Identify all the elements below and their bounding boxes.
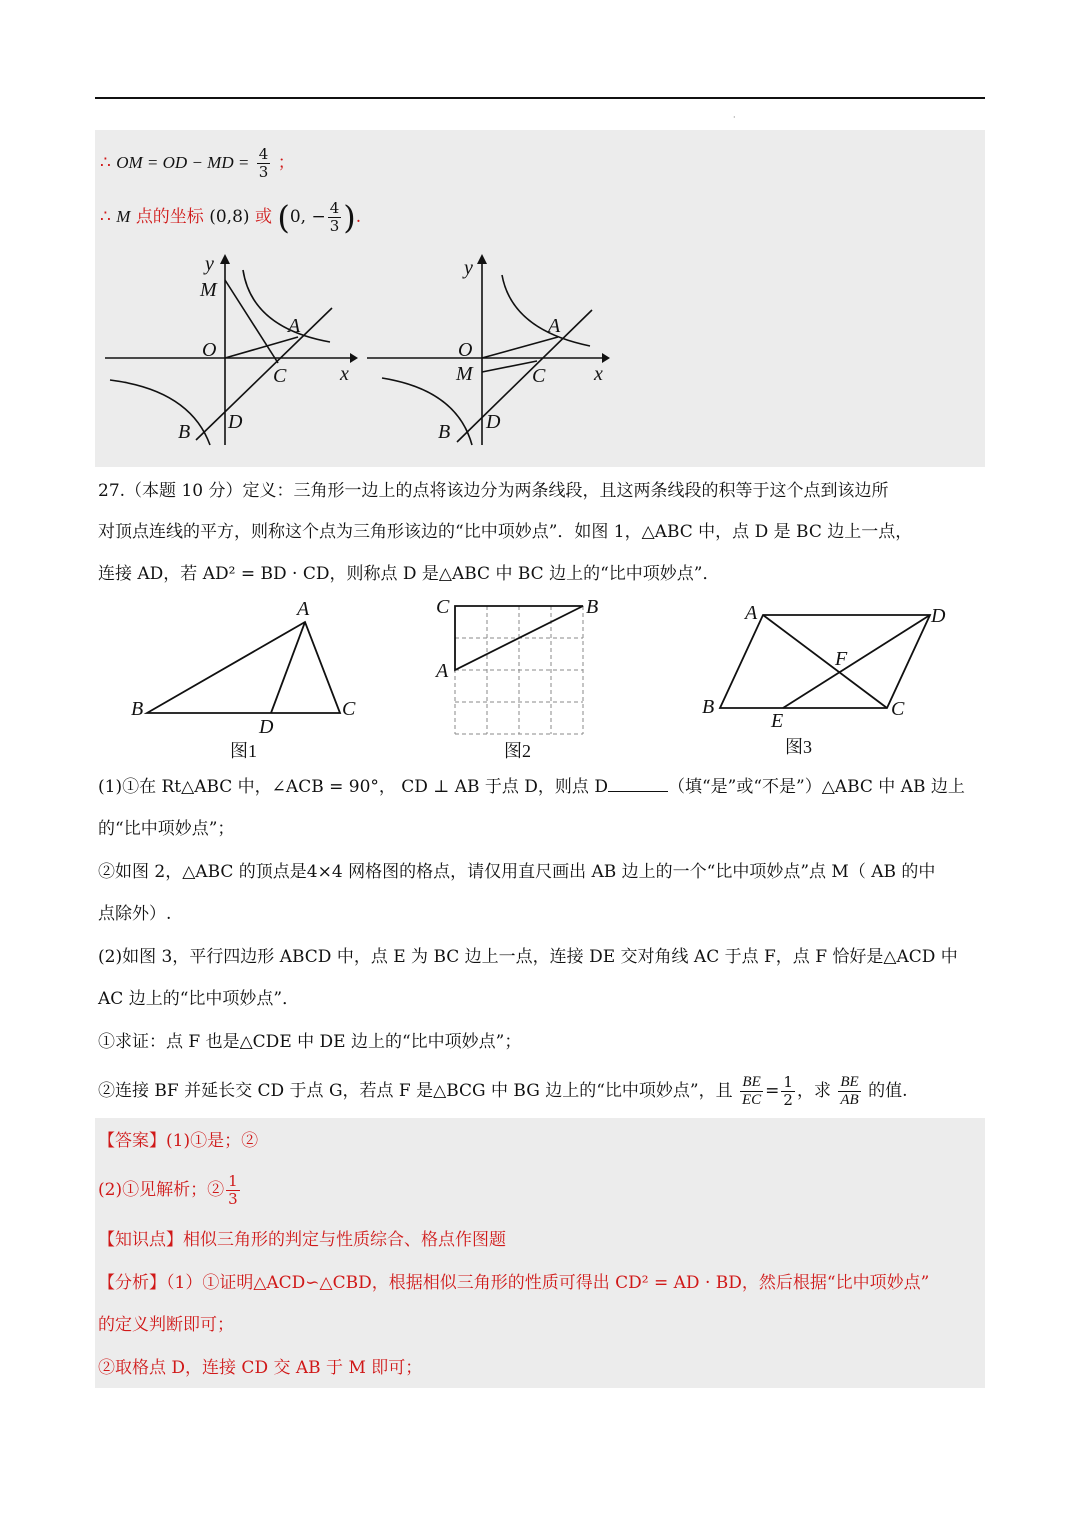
label-x: x	[340, 363, 349, 385]
label-o: O	[458, 339, 473, 361]
fraction-4-3	[328, 200, 342, 235]
semicolon: ；	[277, 153, 295, 173]
label-f: F	[835, 648, 848, 670]
q2-line1: (2)如图 3，平行四边形 ABCD 中，点 E 为 BC 边上一点，连接 DE 交对角线 AC 于点 F，点 F 恰好是△ACD 中	[98, 947, 958, 967]
period: .	[355, 207, 362, 227]
coord-label: 点的坐标	[135, 207, 204, 227]
x-axis-arrow	[350, 353, 358, 363]
fraction-num: 1	[228, 1172, 238, 1190]
answer-text-2: (2)①见解析；②	[98, 1180, 225, 1200]
fraction-be-ab	[838, 1074, 860, 1109]
diagonal-ac	[763, 615, 887, 708]
analysis-label: 【分析】	[98, 1273, 166, 1293]
fraction-den: 2	[783, 1091, 793, 1109]
q2-part2-text-c: 的值.	[868, 1081, 908, 1101]
hyperbola-lower	[110, 380, 210, 445]
answer-block	[95, 1118, 985, 1388]
hyperbola-upper	[502, 275, 590, 346]
equals-sign: =	[765, 1081, 780, 1101]
or-word: 或	[254, 207, 272, 227]
label-x: x	[594, 363, 603, 385]
point-m: M	[116, 207, 131, 226]
q1-part1-line1	[98, 776, 965, 798]
figure-caption: 图1	[230, 741, 257, 761]
segment-ad	[271, 622, 305, 713]
fraction-4-3	[257, 146, 271, 181]
figure-caption: 图2	[504, 741, 531, 761]
label-c: C	[342, 698, 356, 720]
header-dot: ·	[733, 113, 736, 122]
fraction-den: 3	[228, 1190, 238, 1208]
q1-part1-text-b: （填“是”或“不是”）△ABC 中 AB 边上	[667, 777, 965, 797]
label-d: D	[486, 411, 501, 433]
label-y: y	[205, 253, 214, 275]
fraction-den: 3	[258, 163, 269, 181]
fraction-den: 3	[329, 217, 340, 235]
analysis-line-1	[98, 1272, 929, 1294]
answer-text-1: (1)①是；②	[166, 1131, 259, 1151]
fraction-num: 4	[258, 145, 269, 163]
coord-one: (0,8)	[209, 207, 250, 227]
fraction-num: BE	[740, 1074, 763, 1092]
fraction-num: BE	[840, 1074, 859, 1090]
label-c: C	[891, 698, 905, 720]
q1-part2-line1: ②如图 2，△ABC 的顶点是4×4 网格图的格点，请仅用直尺画出 AB 边上的一个“比中项妙点”点 M（ AB 的中	[98, 862, 936, 882]
q27-line-2: 对顶点连线的平方，则称这个点为三角形该边的“比中项妙点”．如图 1，△ABC 中，点 D 是 BC 边上一点，	[98, 522, 913, 542]
label-b: B	[702, 696, 715, 718]
analysis-text-1: （1）①证明△ACD∽△CBD，根据相似三角形的性质可得出 CD² = AD · BD，然后根据“比中项妙点”	[166, 1273, 930, 1293]
q1-part1-line2: 的“比中项妙点”；	[98, 819, 235, 839]
fraction-num: 4	[329, 199, 340, 217]
knowledge-text: 相似三角形的判定与性质综合、格点作图题	[183, 1230, 506, 1250]
q2-part1: ①求证：点 F 也是△CDE 中 DE 边上的“比中项妙点”；	[98, 1032, 522, 1052]
fraction-den: EC	[741, 1092, 762, 1108]
knowledge-label: 【知识点】	[98, 1230, 183, 1250]
fraction-be-ec	[740, 1074, 763, 1109]
q2-part2	[98, 1068, 908, 1114]
q1-part1-text-a: (1)①在 Rt△ABC 中，∠ACB = 90°， CD ⊥ AB 于点 D，则点 D	[98, 777, 608, 797]
fraction-1-3	[226, 1173, 240, 1208]
label-a: A	[436, 660, 449, 682]
fraction-1-2	[781, 1074, 795, 1109]
line-ab	[196, 308, 332, 440]
grid-lines	[455, 606, 583, 734]
label-c: C	[436, 596, 450, 618]
label-a: A	[297, 598, 310, 620]
analysis-line-2: 的定义判断即可；	[98, 1315, 234, 1335]
figure-1-triangle	[125, 595, 375, 765]
x-axis-arrow	[602, 353, 610, 363]
label-c: C	[532, 365, 546, 387]
coordinate-graph-2	[362, 250, 622, 450]
solution-line-m-coord	[100, 200, 361, 235]
y-axis-arrow	[477, 254, 487, 264]
label-d: D	[931, 605, 946, 627]
q2-part2-text-a: ②连接 BF 并延长交 CD 于点 G，若点 F 是△BCG 中 BG 边上的“比中项妙点”，且	[98, 1081, 733, 1101]
q1-part2-line2: 点除外）.	[98, 904, 172, 924]
figure-3-parallelogram	[695, 595, 965, 765]
coordinate-graph-1	[100, 250, 360, 450]
segment-oa	[225, 337, 298, 358]
answer-line-2	[98, 1170, 242, 1210]
label-b: B	[438, 421, 451, 443]
om-expression: OM = OD − MD =	[116, 153, 250, 172]
figure-2-grid	[430, 595, 600, 765]
label-o: O	[202, 339, 217, 361]
label-m: M	[200, 279, 217, 301]
hyperbola-lower	[382, 378, 472, 445]
fraction-den: AB	[840, 1092, 859, 1108]
label-a: A	[288, 315, 301, 337]
line-ab	[457, 310, 592, 442]
y-axis-arrow	[220, 254, 230, 264]
q2-line2: AC 边上的“比中项妙点”．	[98, 989, 300, 1009]
answer-label: 【答案】	[98, 1131, 166, 1151]
segment-mc	[482, 361, 537, 372]
label-b: B	[586, 596, 599, 618]
label-a: A	[745, 602, 758, 624]
analysis-line-3: ②取格点 D，连接 CD 交 AB 于 M 即可；	[98, 1358, 423, 1378]
label-d: D	[259, 716, 274, 738]
q2-part2-text-b: ，求	[796, 1081, 831, 1101]
answer-blank[interactable]	[608, 777, 668, 792]
solution-line-om	[100, 146, 295, 181]
triangle-abc	[147, 622, 340, 713]
label-b: B	[131, 698, 144, 720]
paren-close: )	[343, 198, 356, 237]
header-rule	[95, 97, 985, 99]
label-a: A	[548, 315, 561, 337]
answer-line-1	[98, 1130, 258, 1152]
knowledge-point-line	[98, 1229, 506, 1251]
q27-line-3: 连接 AD，若 AD² = BD · CD，则称点 D 是△ABC 中 BC 边上的“比中项妙点”．	[98, 564, 720, 584]
label-c: C	[273, 365, 287, 387]
label-b: B	[178, 421, 191, 443]
figure-caption: 图3	[785, 737, 812, 757]
label-m: M	[456, 363, 473, 385]
label-e: E	[771, 710, 784, 732]
label-y: y	[464, 257, 473, 279]
fraction-num: 1	[783, 1073, 793, 1091]
therefore-symbol: ∴	[100, 153, 117, 173]
hyperbola-upper	[243, 270, 330, 342]
paren-open: (	[277, 198, 290, 237]
therefore-symbol: ∴	[100, 207, 117, 227]
coord-two-prefix: 0, −	[289, 207, 326, 227]
label-d: D	[228, 411, 243, 433]
q27-line-1: 27.（本题 10 分）定义：三角形一边上的点将该边分为两条线段，且这两条线段的积等于这个点到该边所	[98, 481, 889, 501]
